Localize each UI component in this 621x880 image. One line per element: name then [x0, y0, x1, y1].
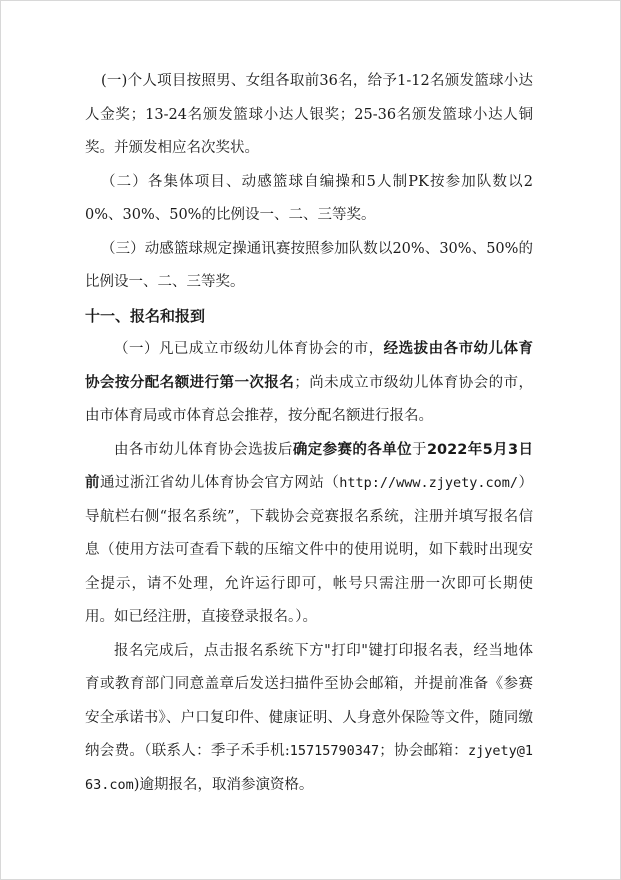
registration-paragraph-3 — [85, 635, 533, 803]
registration-text: 通过浙江省幼儿体育协会官方网站（ — [99, 475, 340, 491]
award-group-paragraph: （二）各集体项目、动感篮球自编操和5人制PK按参加队数以20%、30%、50%的比例设一、二、三等奖。 — [85, 173, 533, 223]
registration-text: 报名完成后，点击报名系统下方"打印"键打印报名表，经当地体育或教育部门同意盖章后发送扫描件至协会邮箱，并提前准备《参赛安全承诺书》、户口复印件、健康证明、人身意外保险等文件，随同缴纳会费。（联系人：季子禾手机: — [85, 642, 533, 759]
registration-text: 由各市幼儿体育协会选拔后 — [114, 441, 293, 458]
award-routine-paragraph: （三）动感篮球规定操通讯赛按照参加队数以20%、30%、50%的比例设一、二、三等奖。 — [85, 240, 533, 290]
registration-emphasis: 确定参赛的各单位 — [292, 441, 413, 458]
contact-email: zjyety@163.com — [85, 743, 533, 793]
registration-deadline: 2022年5月3日前 — [85, 441, 533, 491]
registration-paragraph-1 — [85, 333, 533, 434]
document-body — [85, 65, 533, 802]
registration-text: （一）凡已成立市级幼儿体育协会的市， — [114, 341, 384, 357]
association-website-url: http://www.zjyety.com/ — [339, 475, 519, 491]
registration-text: ；协会邮箱： — [379, 743, 468, 759]
registration-text: )逾期报名，取消参演资格。 — [133, 776, 314, 793]
award-individual-paragraph: (一)个人项目按照男、女组各取前36名，给予1-12名颁发篮球小达人金奖；13-24名颁发篮球小达人银奖；25-36名颁发篮球小达人铜奖。并颁发相应名次奖状。 — [85, 73, 533, 156]
registration-text: 于 — [412, 441, 427, 458]
registration-paragraph-2 — [85, 434, 533, 635]
registration-emphasis: 经选拔由各市幼儿体育协会按分配名额进行第一次报名 — [85, 341, 534, 391]
contact-phone: 15715790347 — [289, 743, 380, 759]
section-heading-registration: 十一、报名和报到 — [85, 306, 206, 325]
registration-text: ）导航栏右侧“报名系统”，下载协会竞赛报名系统，注册并填写报名信息（使用方法可查看下载的压缩文件中的使用说明，如下载时出现安全提示，请不处理，允许运行即可，帐号只需注册一次即可长期使用。如已经注册，直接登录报名。）。 — [85, 475, 534, 625]
registration-text: ；尚未成立市级幼儿体育协会的市，由市体育局或市体育总会推荐，按分配名额进行报名。 — [85, 374, 534, 424]
